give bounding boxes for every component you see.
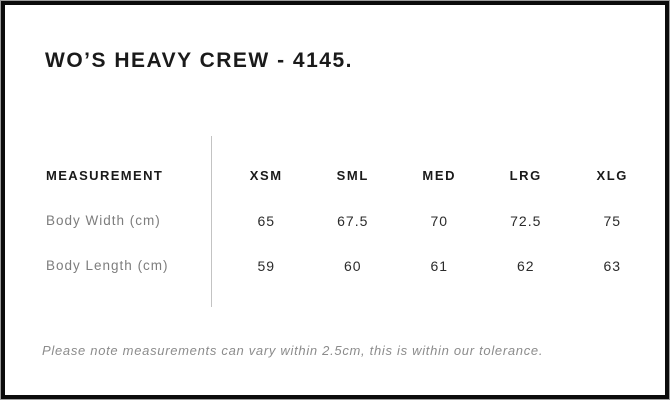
body-length-value-sml: 60 xyxy=(343,257,362,274)
body-width-value-med: 70 xyxy=(430,212,449,229)
size-column-header-xsm: XSM xyxy=(249,168,283,183)
body-width-value-sml: 67.5 xyxy=(337,212,369,229)
size-column-header-xlg: XLG xyxy=(596,168,629,183)
tolerance-note: Please note measurements can vary within 2.5cm, this is within our tolerance. xyxy=(42,343,544,358)
size-column-header-sml: SML xyxy=(336,168,369,183)
size-column-header-lrg: LRG xyxy=(509,168,542,183)
body-length-value-xlg: 63 xyxy=(603,257,622,274)
measurement-column-header: MEASUREMENT xyxy=(46,168,164,183)
size-chart-page xyxy=(1,1,669,399)
page-title: WO’S HEAVY CREW - 4145. xyxy=(45,49,353,72)
body-length-value-xsm: 59 xyxy=(257,257,276,274)
table-header-row xyxy=(5,153,656,198)
row-label-body-width: Body Width (cm) xyxy=(46,213,161,228)
table-row-body-width xyxy=(5,198,656,243)
table-row-body-length xyxy=(5,243,656,288)
body-width-value-lrg: 72.5 xyxy=(510,212,542,229)
body-length-value-med: 61 xyxy=(430,257,449,274)
size-table xyxy=(5,153,656,288)
body-width-value-xsm: 65 xyxy=(257,212,276,229)
row-label-body-length: Body Length (cm) xyxy=(46,258,169,273)
body-length-value-lrg: 62 xyxy=(516,257,535,274)
size-column-header-med: MED xyxy=(422,168,457,183)
body-width-value-xlg: 75 xyxy=(603,212,622,229)
